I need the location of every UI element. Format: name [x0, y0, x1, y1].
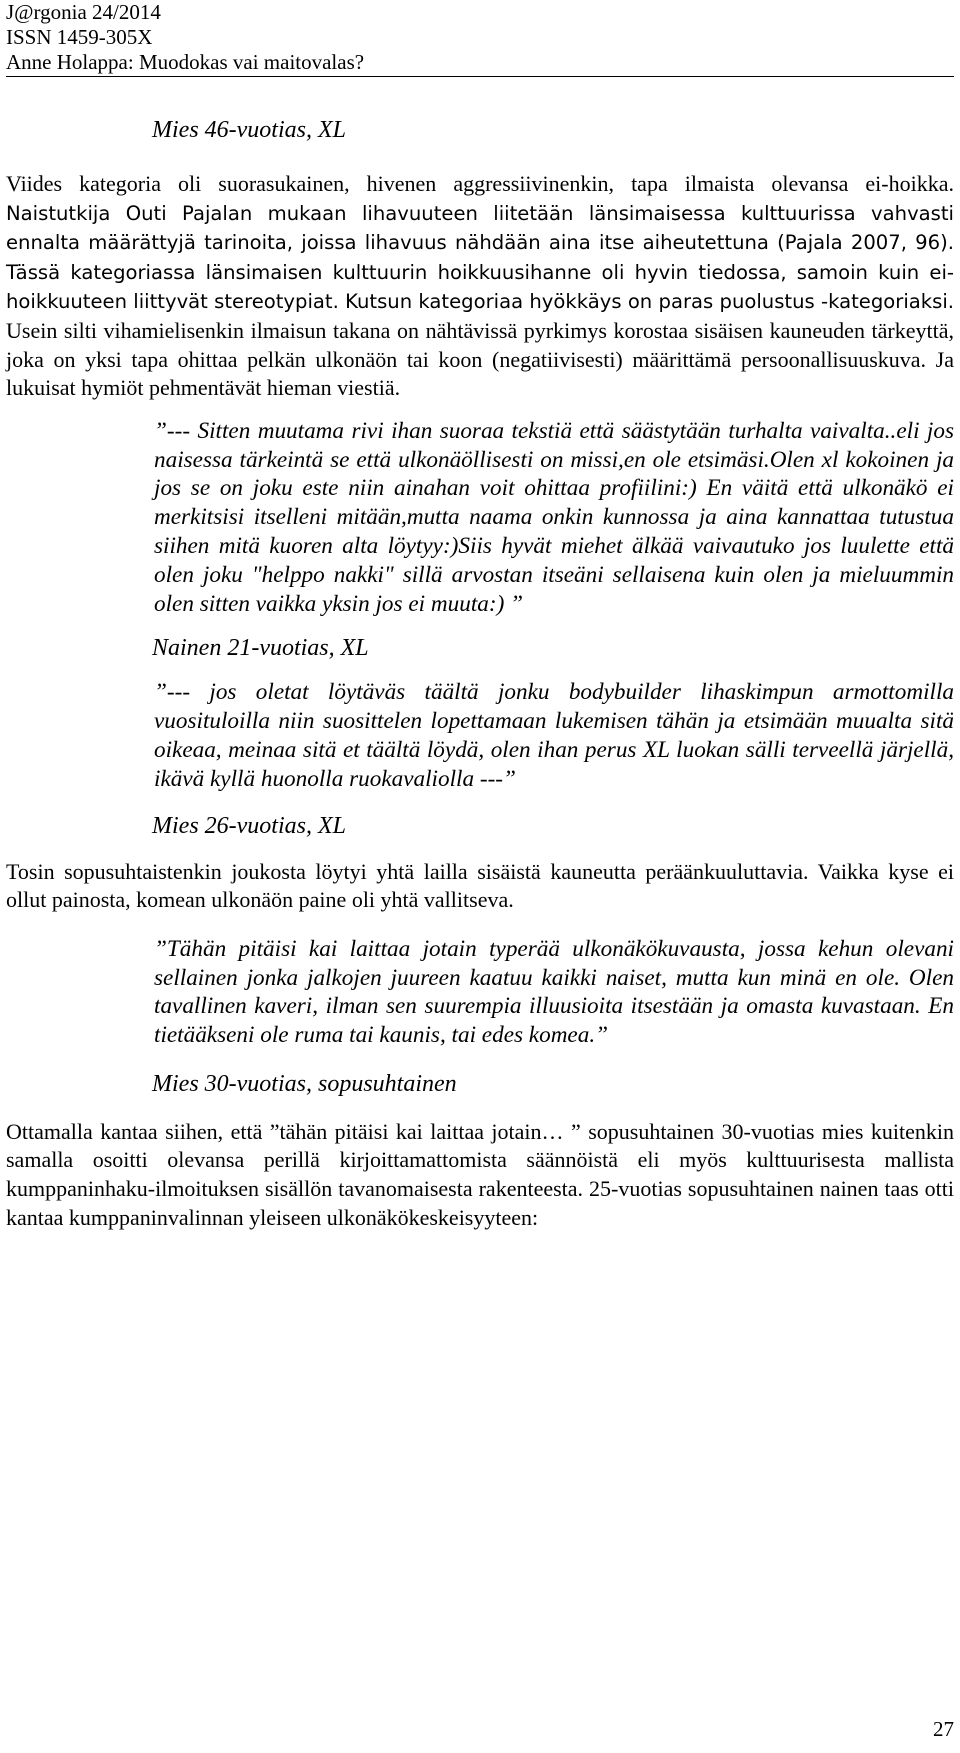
- quote-caption-3: Mies 26-vuotias, XL: [152, 812, 346, 839]
- paragraph-3: Ottamalla kantaa siihen, että ”tähän pitäisi kai laittaa jotain… ” sopusuhtainen 30-vuotias mies kuitenkin samalla osoitti olevansa perillä kirjoittamattomista säännöistä eli myös kulttuurisesta mallista kumppaninhaku-ilmoituksen sisällön tavanomaisesta rakenteesta. 25-vuotias sopusuhtainen nainen taas otti kantaa kumppaninvalinnan yleiseen ulkonäkökeskeisyyteen:: [6, 1118, 954, 1230]
- page-number: 27: [933, 1717, 954, 1741]
- blockquote-3: ”Tähän pitäisi kai laittaa jotain typerää ulkonäkökuvausta, jossa kehun olevani sellainen jonka jalkojen juureen kaatuu kaikki naiset, mutta kun minä en ole. Olen tavallinen kaveri, ilman sen suurempia illuusioita itsestään ja omasta kuvastaan. En tietääkseni ole ruma tai kaunis, tai edes komea.”: [154, 935, 954, 1049]
- journal-name: J@rgonia 24/2014: [6, 0, 161, 24]
- article-body: [6, 116, 954, 1232]
- quote-caption-4: Mies 30-vuotias, sopusuhtainen: [152, 1070, 457, 1097]
- blockquote-1: ”--- Sitten muutama rivi ihan suoraa tekstiä että säästytään turhalta vaivalta..eli jos naisessa tärkeintä se että ulkonäöllisesti on missi,en ole etsimäsi.Olen xl kokoinen ja jos se on joku este niin ainahan voit ohittaa profiilini:) En väitä että ulkonäkö ei merkitsisi itselleni mitään,mutta naama onkin kunnossa ja aina kannattaa tutustua siihen mitä kuoren alta löytyy:)Siis hyvät miehet älkää vaivautuko jos luulette että olen joku "helppo nakki" sillä arvostan itseäni sellaisena kuin olen ja mieluummin olen sitten vaikka yksin jos ei muuta:) ”: [154, 417, 954, 617]
- paragraph-1-part-b: Naistutkija Outi Pajalan mukaan lihavuuteen liitetään länsimaisessa kulttuurissa vahvasti ennalta määrättyjä tarinoita, joissa lihavuus nähdään aina itse aiheutettuna (Pajala 2007, 96). Tässä kategoriassa länsimaisen kulttuurin hoikkuusihanne oli hyvin tiedossa, samoin kuin ei-hoikkuuteen liittyvät stereotypiat. Kutsun kategoriaa hyökkäys on paras puolustus -kategoriaksi.: [6, 201, 954, 314]
- blockquote-2: ”--- jos oletat löytäväs täältä jonku bodybuilder lihaskimpun armottomilla vuosituloilla niin suosittelen lopettamaan lukemisen tähän ja etsimään muualta sitä oikeaa, meinaa sitä et täältä löydä, olen ihan perus XL luokan sälli terveellä järjellä, ikävä kyllä huonolla ruokavaliolla ---”: [154, 679, 954, 792]
- running-header: [6, 0, 954, 77]
- paragraph-2: Tosin sopusuhtaistenkin joukosta löytyi yhtä lailla sisäistä kauneutta peräänkuuluttavia. Vaikka kyse ei ollut painosta, komean ulkonäön paine oli yhtä vallitseva.: [6, 858, 954, 913]
- quote-caption-1: Mies 46-vuotias, XL: [152, 117, 346, 143]
- paragraph-1: [6, 170, 954, 403]
- paragraph-1-part-c: Usein silti vihamielisenkin ilmaisun takana on nähtävissä pyrkimys korostaa sisäisen kauneuden tärkeyttä, joka on yksi tapa ohittaa pelkän ulkonäön tai koon (negatiivisesti) määrittämä persoonallisuuskuva. Ja lukuisat hymiöt pehmentävät hieman viestiä.: [6, 317, 954, 401]
- issn: ISSN 1459-305X: [6, 25, 153, 49]
- quote-caption-2: Nainen 21-vuotias, XL: [152, 635, 369, 662]
- author-title: Anne Holappa: Muodokas vai maitovalas?: [6, 50, 365, 74]
- paragraph-1-part-a: Viides kategoria oli suorasukainen, hivenen aggressiivinenkin, tapa ilmaista olevansa ei-hoikka.: [6, 171, 954, 196]
